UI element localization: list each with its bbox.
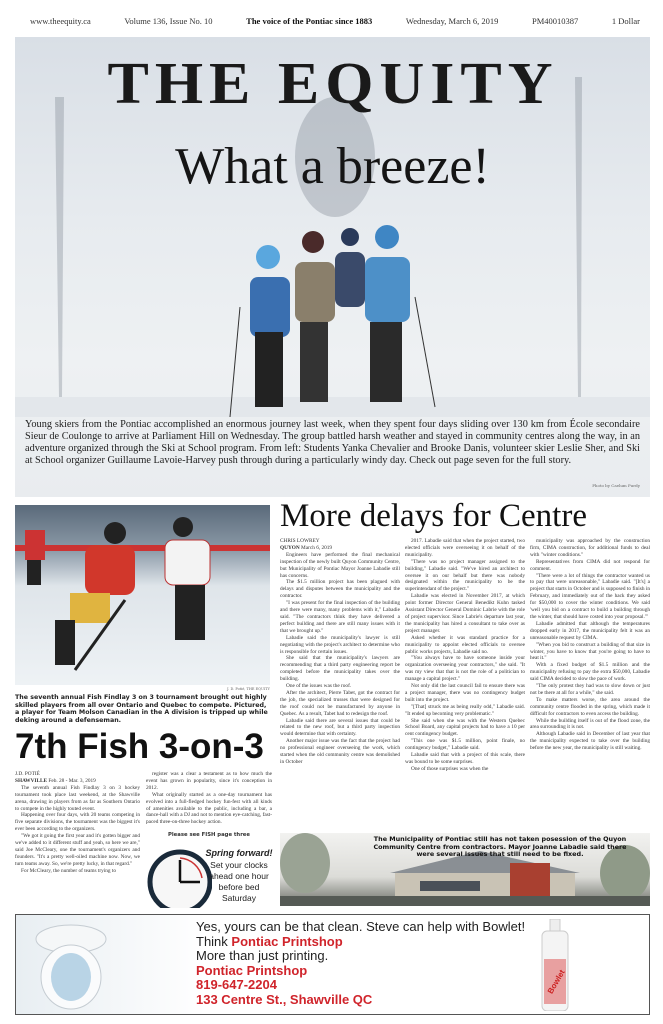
printshop-ad[interactable] xyxy=(15,914,650,1015)
paragraph: Labadie said the municipality's lawyer is still negotiating with the project's architect to determine who is responsible for certain issues. xyxy=(280,634,400,655)
hockey-photo xyxy=(15,505,270,685)
paragraph: She said when she was with the Western Quebec School Board, any capital projects had to have a 10 per cent contingency budget. xyxy=(405,717,525,738)
paragraph: She said that the municipality's lawyers are recommending that a third party engineering report be completed before the municipality takes over the building. xyxy=(280,655,400,683)
hockey-illustration xyxy=(15,505,270,685)
centre-photo-caption: The Municipality of Pontiac still has not taken posession of the Quyon Community Centre from contractors. Mayor Joanne Labadie said there were several issues that still need to be fixed. xyxy=(373,835,627,859)
paragraph: Although Labadie said in December of last year that the municipality expected to take over the building before the new year, the municipality is still waiting. xyxy=(530,731,650,752)
hero-photo-credit: Photo by Caelum Purdy xyxy=(592,483,640,488)
ad-slogan: More than just printing. xyxy=(196,948,329,963)
fish-column-1 xyxy=(15,771,140,875)
paragraph: Asked whether it was standard practice for a municipality to appoint elected officials to oversee public works projects, Labadie said no. xyxy=(405,634,525,655)
ad-phone[interactable]: 819-647-2204 xyxy=(196,977,277,992)
paragraph: With a fixed budget of $1.5 million and the municipality refusing to pay the extra $50,000, Labadie said CIMA decided to slow the pace of work. xyxy=(530,662,650,683)
ad-text xyxy=(196,920,525,1007)
paragraph: Labadie was elected in November 2017, at which point former Director General Benedikt Kuhn tasked Assistant Director General Dominic Labrie with the role of project supervisor. Since Labrie's departure last year, the municipality has hired a consultant to take over as project manager. xyxy=(405,593,525,634)
paragraph: Labadie said there are several issues that could be related to the new roof, but a third party inspection would determine that with certainty. xyxy=(280,717,400,738)
spring-forward-box xyxy=(205,848,273,904)
ad-address: 133 Centre St., Shawville QC xyxy=(196,991,373,1007)
paragraph: "[That] struck me as being really odd," Labadie said. "It ended up becoming very problematic." xyxy=(405,703,525,717)
paragraph: "The only protest they had was to slow down or just not be there at all for a while," she said. xyxy=(530,683,650,696)
price: 1 Dollar xyxy=(611,16,640,26)
paragraph: What originally started as a one-day tournament has evolved into a full-fledged hockey fun-fest with all kinds of amenities available to the public, including a bar, a dance-hall with a DJ and not to mention eye-catching, fast-paced three-on-three hockey action. xyxy=(146,791,272,826)
paragraph: One of the issues was the roof. xyxy=(286,683,352,690)
ad-business-name: Pontiac Printshop xyxy=(196,962,308,978)
clock-icon xyxy=(146,848,212,908)
paragraph: Another major issue was the fact that the project had no professional engineer overseeing the work, which started when the old community centre was demolished in October xyxy=(280,738,400,765)
community-centre-photo xyxy=(280,833,650,906)
paragraph: Representatives from CIMA did not respond for comment. xyxy=(530,558,650,572)
hero-caption: Young skiers from the Pontiac accomplished an enormous journey last week, when they spent four days sliding over 130 km from École secondaire Sieur de Coulonge to arrive at Parliament Hill on Wednesday. The group battled harsh weather and stayed in community centres along the way, in an adventure organized through the Ski at School program. From left: Students Yanka Chevalier and Brooke Danis, volunteer skier Leslie Sher, and Ski at School organizer Guillaume Lavoie-Harvey push through during a particularly windy day. Check out page seven for the full story. xyxy=(25,419,640,466)
paragraph: 2017. Labadie said that when the project started, two elected officials were overseeing it on behalf of the municipality. xyxy=(405,538,525,558)
paragraph: While the building itself is out of the flood zone, the area surrounding it is not. xyxy=(530,717,650,731)
paragraph: "There was no project manager assigned to the building," Labadie said. "We've hired an architect to oversee it on our behalf but there was nobody designated within the municipality to be the superintendant of the project." xyxy=(405,558,525,593)
paragraph: municipality was approached by the construction firm, CIMA construction, for additional funds to deal with "winter conditions." xyxy=(530,538,650,558)
skier-3 xyxy=(335,228,365,307)
hockey-photo-credit: J. D. Potié, THE EQUITY xyxy=(227,687,270,691)
hero-photo xyxy=(15,37,650,497)
postal-number: PM40010387 xyxy=(531,16,579,26)
byline: CHRIS LOWREY xyxy=(280,538,320,544)
svg-text:Bowlet: Bowlet xyxy=(545,968,567,996)
paragraph: "You always have to have someone inside your organization overseeing your contractors," she said. "It was my view that that is not the role of a politician to manage a capital project." xyxy=(405,655,525,683)
paragraph: Not only did the last council fail to ensure there was a project manager, there was no contingency budget built into the project. xyxy=(405,683,525,703)
player-red xyxy=(55,522,135,670)
jump-line[interactable]: Please see FISH page three xyxy=(167,832,250,839)
skier-2 xyxy=(295,231,335,402)
paragraph: The $1.5 million project has been plagued with delays and disputes between the municipality and the contractor. xyxy=(280,579,400,600)
paragraph: Labadie admitted that although the temperatures dropped early in 2017, the municipality felt it was an unreasonable request by CIMA. xyxy=(530,620,650,641)
skier-4 xyxy=(365,225,435,407)
paragraph: Engineers have performed the final mechanical inspection of the newly built Quyon Community Centre, but Municipality of Pontiac Mayor Joanne Labadie still has concerns. xyxy=(280,551,400,579)
centre-column-3 xyxy=(530,538,650,752)
fish-headline: 7th Fish 3-on-3 xyxy=(15,727,264,766)
paragraph: To make matters worse, the area around the community centre flooded in the spring, which made it difficult for contractors to even access the building. xyxy=(530,696,650,717)
paragraph: The seventh annual Fish Findlay 3 on 3 hockey tournament took place last weekend, at the Shawville arena, drawing in players from as far as Southern Ontario to compete in the highly touted event. xyxy=(15,784,140,812)
spring-title: Spring forward! xyxy=(205,848,273,858)
hockey-photo-caption: The seventh annual Fish Findlay 3 on 3 tournament brought out highly skilled players from all over Ontario and Quebec to compete. Pictured, a player for Team Molson Canadian in the A division is tripped up while deking around a defenseman. xyxy=(15,694,268,724)
volume-issue: Volume 136, Issue No. 10 xyxy=(124,16,213,26)
dateline-place: QUYON xyxy=(280,544,300,551)
paragraph: Labadie said that with a project of this scale, there was bound to be some surprises. xyxy=(405,752,525,765)
paragraph: "There were a lot of things the contractor wanted us to pay that were unreasonable," Labadie said. "[It's] a project that starts in October and is supposed to finish in February, and immediately out of the hack they asked for $50,000 to cover the winter conditions. We said 'well you bid on a contract to build a building through the winter, that should have costed into your proposal.'" xyxy=(530,572,650,620)
dateline-date: March 6, 2019 xyxy=(301,544,333,551)
paragraph: register was a clear a testament as to how much the event has grown in popularity, since it's conception in 2012. xyxy=(146,771,272,791)
centre-column-2 xyxy=(405,538,525,773)
dateline-date: Feb. 28 - Mar. 3, 2019 xyxy=(48,777,96,784)
issue-date: Wednesday, March 6, 2019 xyxy=(405,16,499,26)
paragraph: "We got it going the first year and it's gotten bigger and we've added to it different stuff and yeah, so here we are," said Joe McCleary, one the tournament's organizers and founders. "It's a pretty well-oiled machine now. Now, we turn teams away. So, we're pretty lucky, in that regard." xyxy=(15,833,140,867)
paragraph: "I was present for the final inspection of the building and there were many, many problems with it," Labadie said. "The contractors think they have delivered a perfect building and there are still many issues with it that we brought up." xyxy=(280,600,400,634)
toilet-image xyxy=(26,919,116,1011)
paragraph: Happening over four days, with 20 teams competing in five separate divisions, the tournament was the biggest it's ever been according to the organizers. xyxy=(15,812,140,833)
ad-think: Think xyxy=(196,933,232,949)
dateline-place: SHAWVILLE xyxy=(15,777,48,784)
skier-1 xyxy=(230,245,290,417)
website: www.theequity.ca xyxy=(30,16,91,26)
top-info-bar xyxy=(30,16,640,26)
paragraph: "This one was $1.5 million, point finale, no contingency budget," Labadie said. xyxy=(405,738,525,752)
paragraph: "When you bid to construct a building of that size in winter, you have to know that you're going to have to heat it." xyxy=(530,641,650,662)
player-white xyxy=(165,517,210,640)
ad-tagline: Yes, yours can be that clean. Steve can help with Bowlet! xyxy=(196,919,526,934)
paragraph: For McCleary, the number of teams trying to xyxy=(21,867,116,874)
player-bg xyxy=(25,530,45,585)
centre-column-1 xyxy=(280,538,400,766)
spring-text: Set your clocks ahead one hour before bed Saturday xyxy=(209,860,269,903)
masthead-logo: THE EQUITY xyxy=(107,51,559,117)
centre-headline: More delays for Centre xyxy=(280,498,587,534)
hero-headline: What a breeze! xyxy=(175,138,490,195)
bowlet-bottle-image xyxy=(536,919,576,1011)
paragraph: One of those surprises was when the xyxy=(411,765,489,772)
byline: J.D. POTIÉ xyxy=(15,771,40,777)
motto: The voice of the Pontiac since 1883 xyxy=(246,16,373,26)
fish-column-2 xyxy=(146,771,272,839)
paragraph: After the architect, Pierre Tabet, got the contract for the job, the specialized trusses that were designed for the roof could not be manufactured by anyone in Quebec. As a result, Tabet had to redesign the roof. xyxy=(280,689,400,717)
ad-brand: Pontiac Printshop xyxy=(231,933,343,949)
